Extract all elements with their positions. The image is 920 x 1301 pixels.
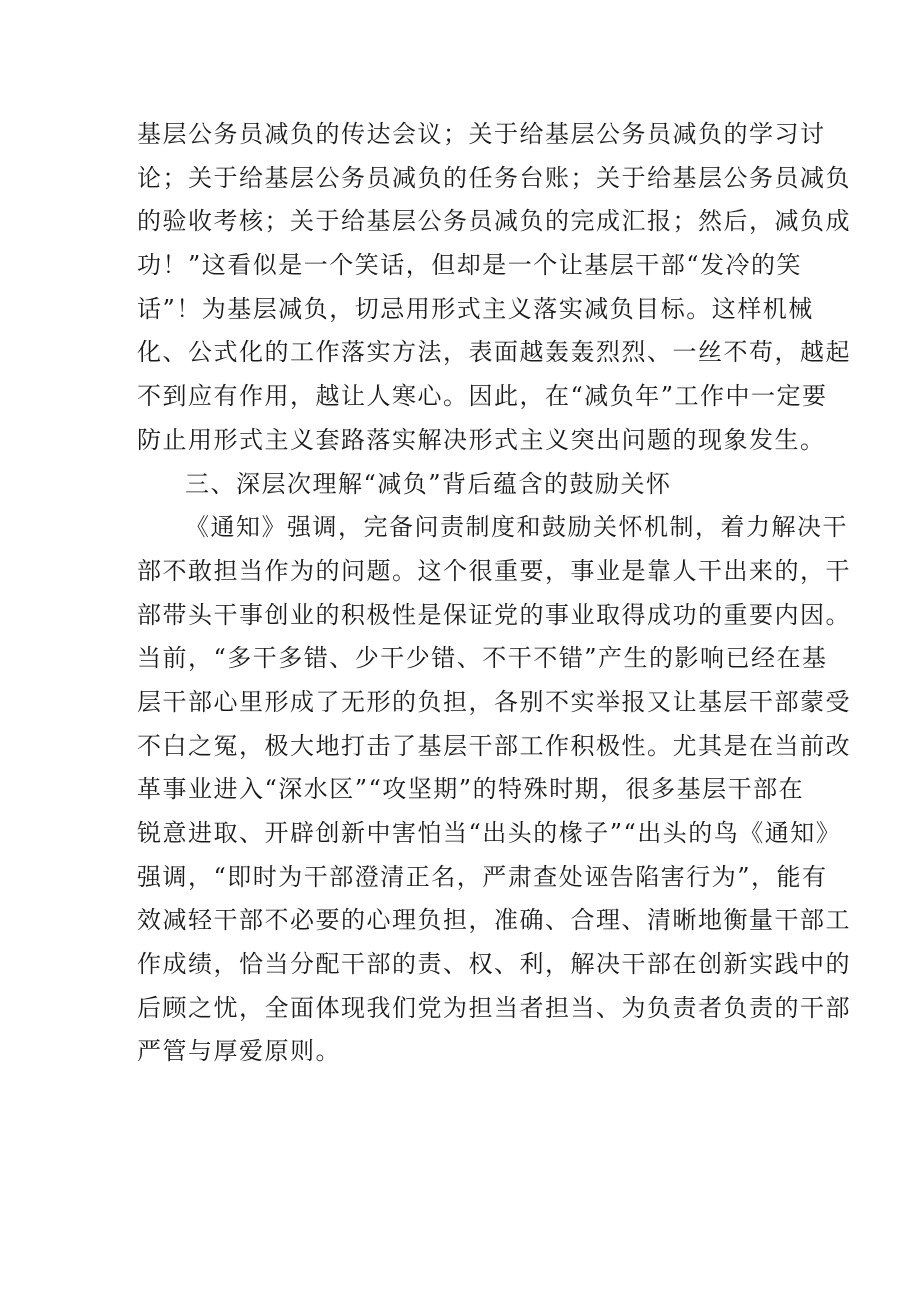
text-line: 防止用形式主义套路落实解决形式主义突出问题的现象发生。 xyxy=(137,425,826,454)
section-heading: 三、深层次理解“减负”背后蕴含的鼓励关怀 xyxy=(185,469,672,498)
paragraph-first-line: 《通知》强调，完备问责制度和鼓励关怀机制，着力解决干 xyxy=(185,513,848,542)
text-line: 论；关于给基层公务员减负的任务台账；关于给基层公务员减负 xyxy=(137,163,851,192)
text-line: 革事业进入“深水区”“攻坚期”的特殊时期，很多基层干部在 xyxy=(137,775,805,804)
text-line: 效减轻干部不必要的心理负担，准确、合理、清晰地衡量干部工 xyxy=(137,906,851,935)
text-line: 话”！为基层减负，切忌用形式主义落实减负目标。这样机械 xyxy=(137,294,814,323)
text-line: 不白之冤，极大地打击了基层干部工作积极性。尤其是在当前改 xyxy=(137,731,851,760)
text-line: 部不敢担当作为的问题。这个很重要，事业是靠人干出来的，干 xyxy=(137,556,851,585)
text-line: 后顾之忧，全面体现我们党为担当者担当、为负责者负责的干部 xyxy=(137,993,851,1022)
text-line: 化、公式化的工作落实方法，表面越轰轰烈烈、一丝不苟，越起 xyxy=(137,338,851,367)
body-text xyxy=(137,113,851,1074)
text-line: 当前，“多干多错、少干少错、不干不错”产生的影响已经在基 xyxy=(137,644,828,673)
text-line: 部带头干事创业的积极性是保证党的事业取得成功的重要内因。 xyxy=(137,600,851,629)
text-line: 的验收考核；关于给基层公务员减负的完成汇报；然后，减负成 xyxy=(137,207,851,236)
text-line: 锐意进取、开辟创新中害怕当“出头的椽子”“出头的鸟《通知》 xyxy=(137,819,842,847)
text-line: 层干部心里形成了无形的负担，各别不实举报又让基层干部蒙受 xyxy=(137,687,851,716)
text-line: 功！”这看似是一个笑话，但却是一个让基层干部“发冷的笑 xyxy=(137,251,803,280)
text-line: 基层公务员减负的传达会议；关于给基层公务员减负的学习讨 xyxy=(137,120,826,148)
text-line: 严管与厚爱原则。 xyxy=(137,1037,341,1066)
text-line: 不到应有作用，越让人寒心。因此，在“减负年”工作中一定要 xyxy=(137,382,828,411)
text-line: 强调，“即时为干部澄清正名，严肃查处诬告陷害行为”，能有 xyxy=(137,862,828,891)
text-line: 作成绩，恰当分配干部的责、权、利，解决干部在创新实践中的 xyxy=(137,950,851,979)
